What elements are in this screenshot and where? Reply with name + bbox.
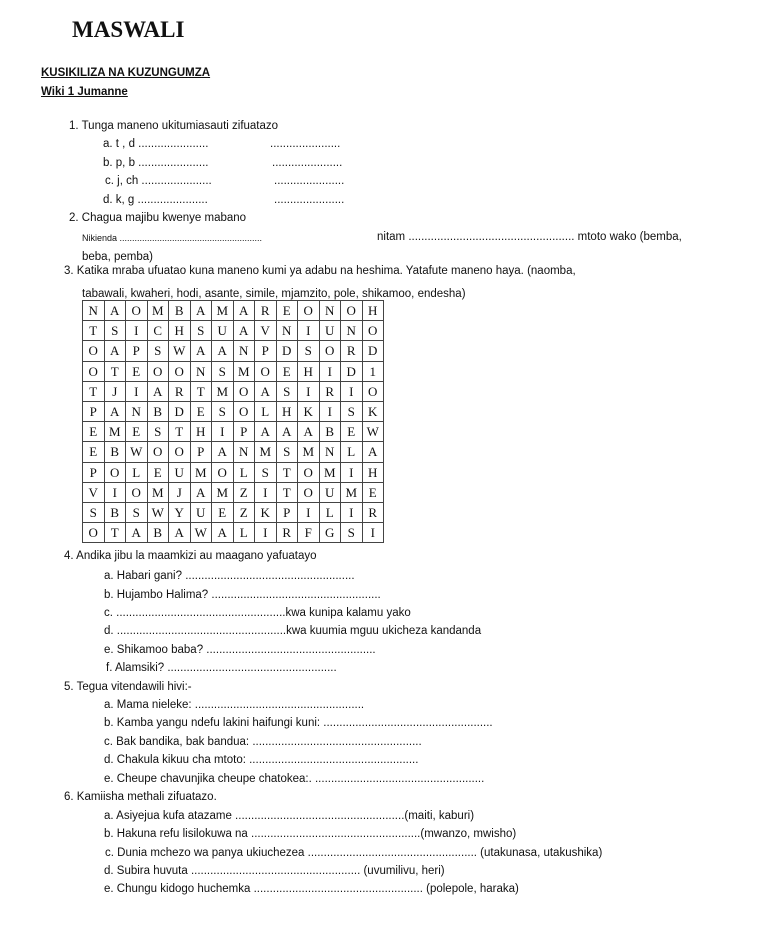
grid-cell: S <box>83 502 105 522</box>
grid-cell: P <box>126 341 148 361</box>
q1-item-d-blank: ...................... <box>274 194 345 206</box>
grid-cell: O <box>169 361 191 381</box>
grid-cell: O <box>169 442 191 462</box>
grid-cell: O <box>126 301 148 321</box>
grid-cell: R <box>319 381 341 401</box>
grid-cell: N <box>126 401 148 421</box>
grid-row <box>83 482 384 502</box>
grid-cell: V <box>83 482 105 502</box>
grid-cell: A <box>104 341 126 361</box>
grid-cell: A <box>255 422 277 442</box>
grid-cell: I <box>341 502 363 522</box>
grid-cell: P <box>83 462 105 482</box>
q3-stem: 3. Katika mraba ufuatao kuna maneno kumi ya adabu na heshima. Yatafute maneno haya. (naomba, <box>64 265 576 277</box>
grid-cell: I <box>298 502 320 522</box>
q1-item-c-blank: ...................... <box>274 175 345 187</box>
q6-item-b: b. Hakuna refu lisilokuwa na .....................................................(mwanzo, mwisho) <box>104 828 517 840</box>
grid-cell: H <box>169 321 191 341</box>
grid-cell: O <box>212 462 234 482</box>
grid-cell: E <box>362 482 384 502</box>
grid-cell: S <box>298 341 320 361</box>
grid-cell: A <box>190 341 212 361</box>
grid-row <box>83 502 384 522</box>
grid-cell: M <box>341 482 363 502</box>
grid-cell: B <box>104 502 126 522</box>
grid-cell: A <box>212 341 234 361</box>
grid-cell: T <box>276 482 298 502</box>
grid-cell: N <box>233 341 255 361</box>
grid-cell: T <box>169 422 191 442</box>
grid-cell: E <box>212 502 234 522</box>
q4-item-c: c. .....................................................kwa kunipa kalamu yako <box>104 607 411 619</box>
grid-cell: I <box>341 462 363 482</box>
q2-cont: beba, pemba) <box>82 251 153 263</box>
grid-cell: A <box>212 523 234 543</box>
grid-cell: Y <box>169 502 191 522</box>
grid-cell: S <box>341 401 363 421</box>
grid-row <box>83 341 384 361</box>
grid-cell: H <box>362 462 384 482</box>
grid-cell: S <box>212 401 234 421</box>
grid-cell: R <box>276 523 298 543</box>
q6-item-a: a. Asiyejua kufa atazame .....................................................(maiti, kaburi) <box>104 810 475 822</box>
grid-cell: I <box>212 422 234 442</box>
q4-item-b: b. Hujambo Halima? ..................................................... <box>104 589 381 601</box>
grid-cell: M <box>190 462 212 482</box>
q1-item-c: c. j, ch ...................... <box>105 175 212 187</box>
grid-cell: B <box>169 301 191 321</box>
grid-cell: B <box>147 523 169 543</box>
q6-stem: 6. Kamiisha methali zifuatazo. <box>64 791 217 803</box>
grid-cell: A <box>362 442 384 462</box>
grid-cell: O <box>126 482 148 502</box>
grid-cell: E <box>276 361 298 381</box>
grid-cell: E <box>341 422 363 442</box>
grid-row <box>83 301 384 321</box>
grid-row <box>83 462 384 482</box>
grid-cell: D <box>276 341 298 361</box>
grid-cell: R <box>341 341 363 361</box>
grid-cell: S <box>212 361 234 381</box>
grid-cell: A <box>126 523 148 543</box>
grid-cell: O <box>147 361 169 381</box>
grid-cell: R <box>362 502 384 522</box>
grid-cell: W <box>126 442 148 462</box>
q5-item-a: a. Mama nieleke: ..................................................... <box>104 699 365 711</box>
grid-cell: I <box>126 321 148 341</box>
grid-cell: H <box>276 401 298 421</box>
q1-item-b-blank: ...................... <box>272 157 343 169</box>
grid-cell: S <box>147 341 169 361</box>
grid-cell: M <box>233 361 255 381</box>
grid-cell: H <box>362 301 384 321</box>
grid-cell: T <box>83 321 105 341</box>
q6-item-d: d. Subira huvuta ..................................................... (uvumilivu, heri) <box>104 865 445 877</box>
grid-cell: A <box>104 401 126 421</box>
grid-cell: W <box>362 422 384 442</box>
q2-left: Nikienda ......................................................... <box>82 233 263 243</box>
grid-cell: N <box>341 321 363 341</box>
q5-item-b: b. Kamba yangu ndefu lakini haifungi kuni: ..................................................... <box>104 717 493 729</box>
grid-cell: E <box>83 422 105 442</box>
q2-right: nitam .................................................... mtoto wako (bemba, <box>377 231 682 243</box>
grid-cell: S <box>276 442 298 462</box>
grid-cell: P <box>255 341 277 361</box>
grid-cell: S <box>276 381 298 401</box>
q4-item-a: a. Habari gani? ..................................................... <box>104 570 355 582</box>
grid-cell: M <box>147 301 169 321</box>
grid-cell: M <box>319 462 341 482</box>
grid-cell: S <box>255 462 277 482</box>
grid-cell: T <box>104 361 126 381</box>
grid-cell: I <box>341 381 363 401</box>
grid-cell: E <box>126 422 148 442</box>
grid-row <box>83 361 384 381</box>
q5-item-c: c. Bak bandika, bak bandua: ..................................................... <box>104 736 422 748</box>
grid-cell: C <box>147 321 169 341</box>
grid-cell: I <box>104 482 126 502</box>
grid-cell: A <box>298 422 320 442</box>
grid-cell: O <box>319 341 341 361</box>
grid-cell: K <box>298 401 320 421</box>
grid-cell: O <box>341 301 363 321</box>
q5-stem: 5. Tegua vitendawili hivi:- <box>64 681 192 693</box>
grid-cell: M <box>298 442 320 462</box>
grid-row <box>83 523 384 543</box>
grid-cell: A <box>233 321 255 341</box>
grid-cell: M <box>255 442 277 462</box>
grid-cell: P <box>276 502 298 522</box>
grid-cell: V <box>255 321 277 341</box>
grid-cell: E <box>147 462 169 482</box>
grid-cell: Z <box>233 502 255 522</box>
grid-cell: L <box>341 442 363 462</box>
grid-row <box>83 422 384 442</box>
grid-cell: B <box>147 401 169 421</box>
grid-cell: T <box>104 523 126 543</box>
grid-cell: U <box>319 482 341 502</box>
q4-stem: 4. Andika jibu la maamkizi au maagano yafuatayo <box>64 550 317 562</box>
grid-cell: U <box>319 321 341 341</box>
grid-cell: G <box>319 523 341 543</box>
grid-cell: O <box>147 442 169 462</box>
grid-cell: S <box>190 321 212 341</box>
grid-cell: K <box>362 401 384 421</box>
grid-cell: I <box>319 361 341 381</box>
q3-cont: tabawali, kwaheri, hodi, asante, simile, mjamzito, pole, shikamoo, endesha) <box>82 288 466 300</box>
q2-stem: 2. Chagua majibu kwenye mabano <box>69 212 247 224</box>
grid-cell: K <box>255 502 277 522</box>
grid-cell: A <box>169 523 191 543</box>
grid-cell: N <box>319 301 341 321</box>
grid-cell: M <box>212 482 234 502</box>
grid-cell: S <box>341 523 363 543</box>
grid-cell: A <box>233 301 255 321</box>
grid-cell: T <box>190 381 212 401</box>
q1-item-a-blank: ...................... <box>270 138 341 150</box>
grid-cell: I <box>126 381 148 401</box>
grid-cell: O <box>83 341 105 361</box>
grid-cell: O <box>362 321 384 341</box>
grid-cell: D <box>169 401 191 421</box>
grid-cell: M <box>212 381 234 401</box>
grid-cell: O <box>233 381 255 401</box>
q6-item-e: e. Chungu kidogo huchemka ..................................................... (polepole, haraka) <box>104 883 519 895</box>
grid-cell: E <box>83 442 105 462</box>
grid-cell: P <box>83 401 105 421</box>
grid-cell: D <box>362 341 384 361</box>
page-title: MASWALI <box>72 17 185 42</box>
grid-cell: O <box>104 462 126 482</box>
grid-cell: B <box>104 442 126 462</box>
grid-row <box>83 401 384 421</box>
grid-cell: L <box>233 462 255 482</box>
grid-cell: N <box>233 442 255 462</box>
grid-cell: O <box>298 462 320 482</box>
grid-cell: I <box>298 381 320 401</box>
grid-cell: L <box>233 523 255 543</box>
grid-cell: O <box>255 361 277 381</box>
grid-cell: O <box>298 301 320 321</box>
q1-item-a: a. t , d ...................... <box>103 138 209 150</box>
grid-row <box>83 381 384 401</box>
grid-cell: J <box>169 482 191 502</box>
grid-cell: U <box>212 321 234 341</box>
grid-cell: A <box>190 482 212 502</box>
grid-cell: S <box>104 321 126 341</box>
word-search-grid <box>82 300 384 543</box>
grid-cell: I <box>362 523 384 543</box>
grid-cell: O <box>83 361 105 381</box>
grid-cell: B <box>319 422 341 442</box>
q1-item-d: d. k, g ...................... <box>103 194 208 206</box>
grid-cell: J <box>104 381 126 401</box>
grid-cell: A <box>104 301 126 321</box>
q1-stem: 1. Tunga maneno ukitumiasauti zifuatazo <box>69 120 279 132</box>
grid-cell: S <box>126 502 148 522</box>
grid-cell: O <box>233 401 255 421</box>
grid-cell: N <box>319 442 341 462</box>
grid-cell: R <box>169 381 191 401</box>
grid-cell: N <box>83 301 105 321</box>
q6-item-c: c. Dunia mchezo wa panya ukiuchezea ..................................................... (utakunasa, utakushika) <box>105 847 603 859</box>
grid-cell: L <box>319 502 341 522</box>
grid-row <box>83 321 384 341</box>
grid-cell: M <box>147 482 169 502</box>
grid-cell: I <box>319 401 341 421</box>
grid-cell: E <box>126 361 148 381</box>
grid-cell: P <box>233 422 255 442</box>
grid-cell: R <box>255 301 277 321</box>
grid-cell: U <box>169 462 191 482</box>
grid-cell: N <box>190 361 212 381</box>
grid-cell: P <box>190 442 212 462</box>
grid-cell: L <box>126 462 148 482</box>
q4-item-e: e. Shikamoo baba? ..................................................... <box>104 644 376 656</box>
grid-row <box>83 442 384 462</box>
grid-cell: D <box>341 361 363 381</box>
grid-cell: I <box>255 523 277 543</box>
grid-cell: L <box>255 401 277 421</box>
grid-cell: W <box>169 341 191 361</box>
grid-cell: E <box>190 401 212 421</box>
grid-cell: N <box>276 321 298 341</box>
grid-cell: T <box>276 462 298 482</box>
grid-cell: I <box>255 482 277 502</box>
grid-cell: 1 <box>362 361 384 381</box>
grid-cell: A <box>255 381 277 401</box>
grid-cell: O <box>362 381 384 401</box>
grid-cell: A <box>190 301 212 321</box>
grid-cell: A <box>147 381 169 401</box>
q5-item-e: e. Cheupe chavunjika cheupe chatokea:. ..................................................... <box>104 773 485 785</box>
grid-cell: T <box>83 381 105 401</box>
grid-cell: Z <box>233 482 255 502</box>
grid-cell: H <box>190 422 212 442</box>
q1-item-b: b. p, b ...................... <box>103 157 209 169</box>
day-heading: Wiki 1 Jumanne <box>41 86 128 98</box>
grid-cell: A <box>212 442 234 462</box>
grid-cell: M <box>212 301 234 321</box>
q5-item-d: d. Chakula kikuu cha mtoto: ..................................................... <box>104 754 419 766</box>
grid-cell: E <box>276 301 298 321</box>
grid-cell: M <box>104 422 126 442</box>
grid-cell: U <box>190 502 212 522</box>
grid-cell: O <box>83 523 105 543</box>
grid-cell: W <box>190 523 212 543</box>
grid-cell: O <box>298 482 320 502</box>
q4-item-f: f. Alamsiki? ..................................................... <box>106 662 337 674</box>
grid-cell: H <box>298 361 320 381</box>
grid-cell: W <box>147 502 169 522</box>
grid-cell: A <box>276 422 298 442</box>
section-heading: KUSIKILIZA NA KUZUNGUMZA <box>41 67 211 79</box>
grid-cell: S <box>147 422 169 442</box>
q4-item-d: d. .....................................................kwa kuumia mguu ukicheza kandanda <box>104 625 482 637</box>
grid-cell: I <box>298 321 320 341</box>
grid-cell: F <box>298 523 320 543</box>
